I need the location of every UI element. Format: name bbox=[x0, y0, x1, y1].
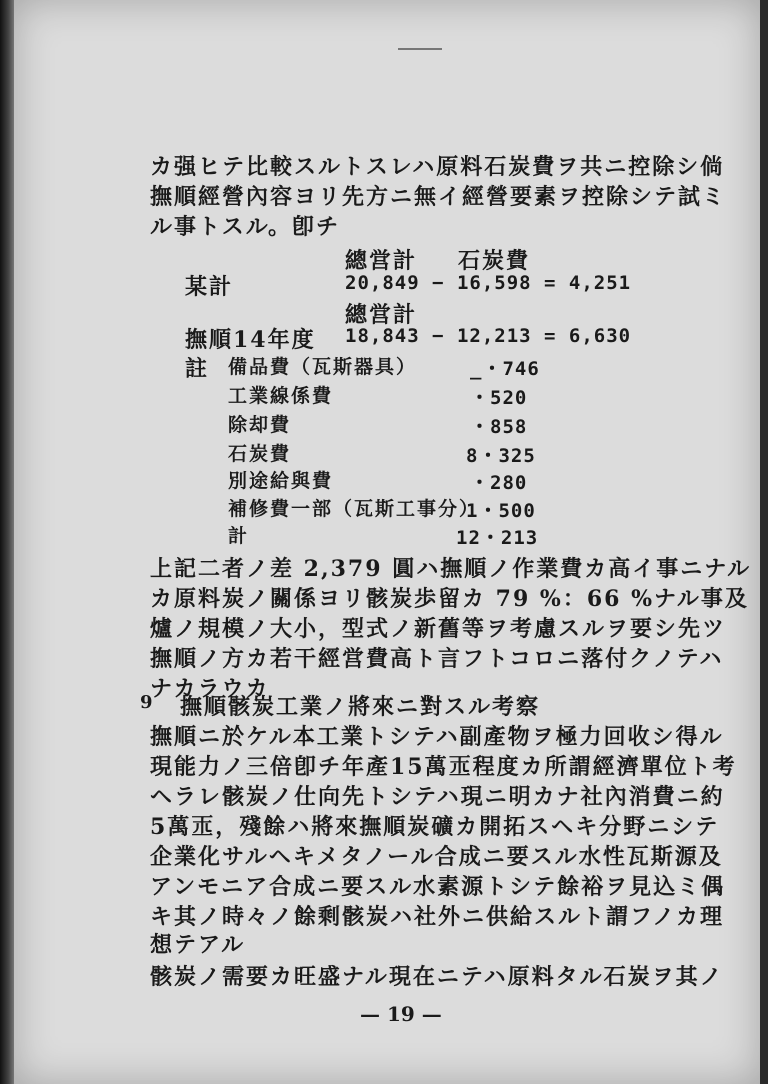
note-item-label: 備品費（瓦斯器具） bbox=[228, 356, 418, 378]
paragraph2-line: ナカラウカ bbox=[150, 676, 270, 702]
note-item-value: 1・500 bbox=[466, 500, 536, 522]
paragraph3-line: 想テアル bbox=[150, 932, 246, 958]
table-row2-values: 18,843 − 12,213 = 6,630 bbox=[345, 325, 632, 347]
paragraph1-line: 撫順經營內容ヨリ先方ニ無イ經營要素ヲ控除シテ試ミ bbox=[150, 184, 727, 210]
paragraph2-line: 撫順ノ方カ若干經営費高ト言フトコロニ落付クノテハ bbox=[150, 646, 724, 672]
table-header-total-cost-2: 總営計 bbox=[345, 302, 418, 328]
paragraph2-line: 爐ノ規模ノ大小，型式ノ新舊等ヲ考慮スルヲ要シ先ツ bbox=[150, 616, 727, 642]
paragraph3-line: 現能力ノ三倍卽チ年產15萬𤣪程度カ所謂經濟單位ト考 bbox=[150, 754, 737, 780]
note-item-value: ・280 bbox=[470, 472, 528, 494]
table-header-total-cost: 總営計 bbox=[345, 248, 418, 274]
page-number: — 19 — bbox=[360, 1002, 442, 1026]
section-heading: 撫順骸炭工業ノ將來ニ對スル考察 bbox=[180, 694, 541, 720]
note-item-value: _・746 bbox=[470, 358, 540, 380]
note-item-label: 除却費 bbox=[228, 414, 292, 436]
paragraph1-line: カ强ヒテ比較スルトスレハ原料石炭費ヲ共ニ控除シ倘 bbox=[150, 154, 725, 180]
paragraph2-line: カ原料炭ノ關係ヨリ骸炭歩留カ 79 %：66 %ナル事及 bbox=[150, 586, 749, 612]
paragraph1-line: ル事トスル。卽チ bbox=[150, 214, 341, 240]
note-label: 註 bbox=[185, 356, 210, 382]
paragraph2-line: 上記二者ノ差 2,379 圓ハ撫順ノ作業費カ高イ事ニナル bbox=[150, 556, 752, 582]
note-item-label: 工業線係費 bbox=[228, 385, 334, 407]
table-row1-values: 20,849 − 16,598 = 4,251 bbox=[345, 272, 632, 294]
note-item-value: ・858 bbox=[470, 416, 528, 438]
paragraph3-line: キ其ノ時々ノ餘剩骸炭ハ社外ニ供給スルト謂フノカ理 bbox=[150, 904, 725, 930]
note-item-value: 12・213 bbox=[456, 527, 539, 549]
note-item-label: 別途給與費 bbox=[228, 470, 334, 492]
note-item-value: 8・325 bbox=[466, 445, 536, 467]
paragraph3-line: ヘラレ骸炭ノ仕向先トシテハ現ニ明カナ社內消費ニ約 bbox=[150, 784, 725, 810]
paragraph3-line: 撫順ニ於ケル本工業トシテハ副產物ヲ極力回收シ得ル bbox=[150, 724, 724, 750]
table-row1-label: 某計 bbox=[185, 274, 234, 300]
top-rule bbox=[398, 48, 442, 50]
note-item-value: ・520 bbox=[470, 387, 528, 409]
book-binding bbox=[0, 0, 14, 1084]
note-item-label: 補修費一部（瓦斯工事分） bbox=[228, 498, 481, 520]
paragraph3-line: 企業化サルヘキメタノール合成ニ要スル水性瓦斯源及 bbox=[150, 844, 723, 870]
table-row2-label: 撫順14年度 bbox=[185, 327, 316, 353]
paragraph3-line: アンモニア合成ニ要スル水素源トシテ餘裕ヲ見込ミ偶 bbox=[150, 874, 726, 900]
paragraph4-line: 骸炭ノ需要カ旺盛ナル現在ニテハ原料タル石炭ヲ其ノ bbox=[150, 964, 724, 990]
table-header-coal-cost: 石炭費 bbox=[458, 248, 531, 274]
note-item-label: 計 bbox=[228, 525, 250, 547]
paragraph3-line: 5萬𤣪，殘餘ハ將來撫順炭礦カ開拓スヘキ分野ニシテ bbox=[150, 814, 720, 840]
note-item-label: 石炭費 bbox=[228, 443, 292, 465]
section-number: 9 bbox=[140, 692, 155, 713]
